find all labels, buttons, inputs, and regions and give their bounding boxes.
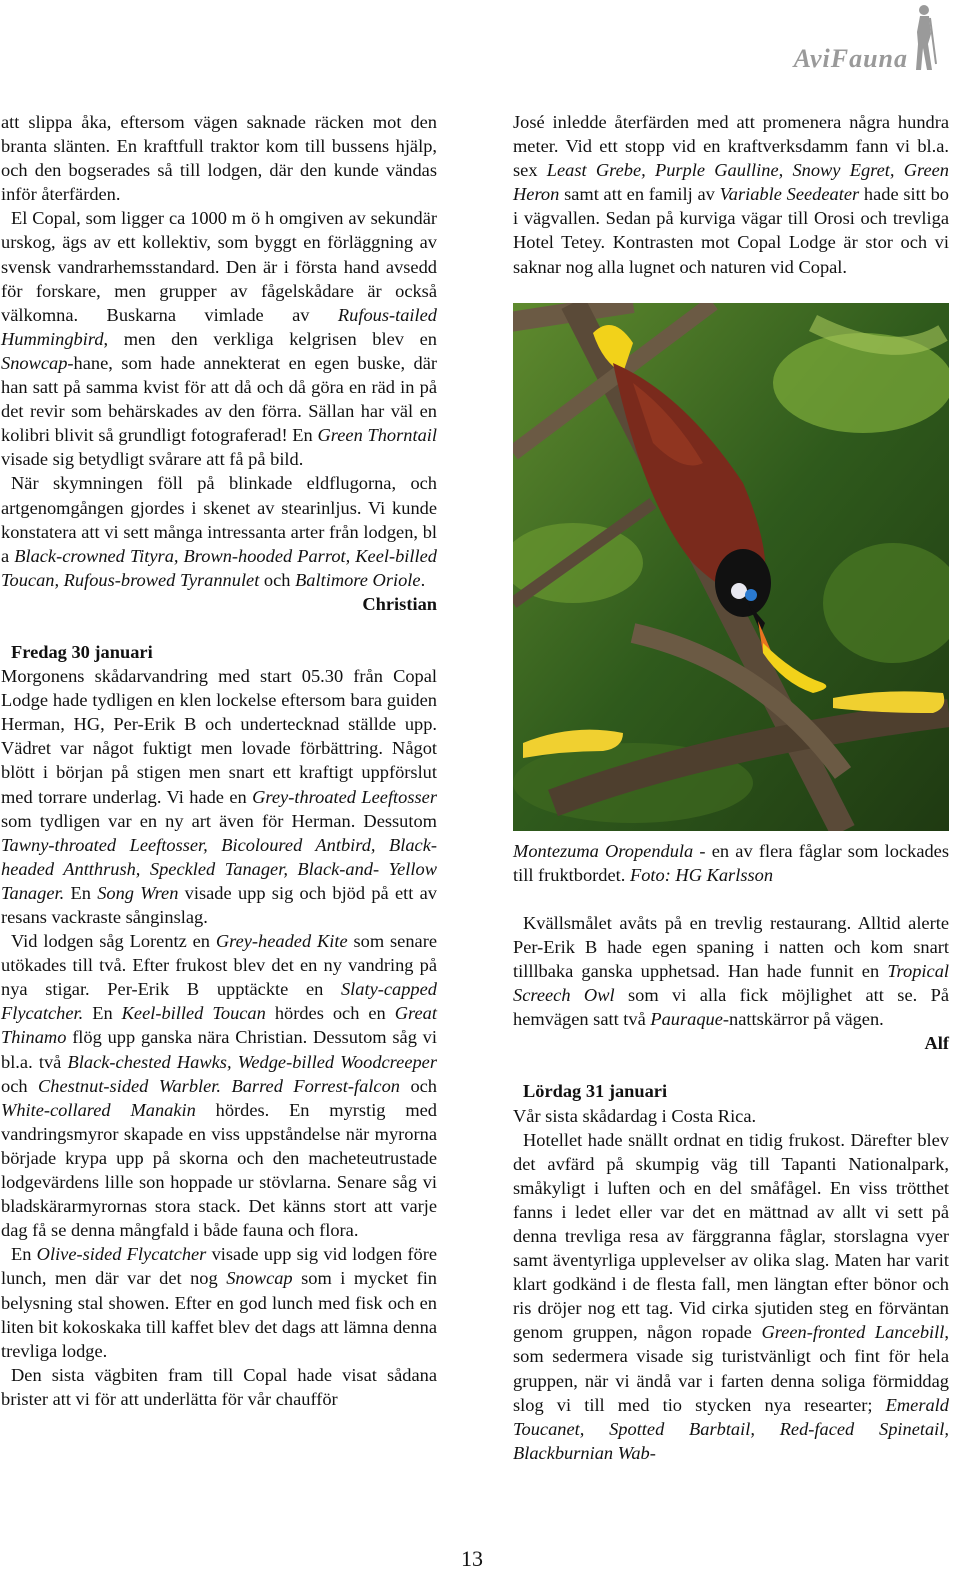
author-signature: Alf — [924, 1033, 949, 1054]
bird-photo — [513, 303, 949, 831]
paragraph: Vid lodgen såg Lorentz en Grey-headed Kite som senare utökades till två. Efter frukost blev det en ny vandring på nya stigar. Per-Erik B upptäckte en Slaty-capped Flycatcher. En Keel-billed Toucan hördes och en Great Thinamo flög upp ganska nära Christian. Dessutom såg vi bl.a. två Black-chested Hawks, Wedge-billed Woodcreeper och Chestnut-sided Warbler. Barred Forrest-falcon och White-collared Manakin hördes. En myrstig med vandringsmyror skapade en viss uppståndelse när myrorna började krypa upp på skorna och den macheteutrustade lodgevärdens lille son hoppade ur stövlarna. Senare såg vi bladskärarmyrornas stora stack. Det känns stort att varje dag få se denna mångfald i både fauna och flora. — [1, 931, 437, 1241]
paragraph: Den sista vägbiten fram till Copal hade visat sådana brister att vi för att underlätta för vår chaufför — [1, 1364, 437, 1409]
paragraph: När skymningen föll på blinkade eldflugorna, och artgenomgången gjordes i skenet av stearinljus. Vi kunde konstatera att vi sett många intressanta arter från lodgen, bl a Black-crowned Tityra, Brown-hooded Parrot, Keel-billed Toucan, Rufous-browed Tyrannulet och Baltimore Oriole. — [1, 473, 437, 590]
paragraph: José inledde återfärden med att promenera några hundra meter. Vid ett stopp vid en kraftverksdamm fann vi bl.a. sex Least Grebe, Purple Gaulline, Snowy Egret, Green Heron samt att en familj av Variable Seedeater hade sitt bo i vägvallen. Sedan på kurviga vägar till Orosi och trevliga Hotel Tetey. Kontrasten mot Copal Lodge är stor och vi saknar nog alla lugnet och naturen vid Copal. — [513, 112, 950, 277]
paragraph: El Copal, som ligger ca 1000 m ö h omgiven av sekundär urskog, ägs av ett kollektiv, som byggt en förläggning av svensk vandrarhemsstandard. Den är i första hand avsedd för forskare, men grupper av fågelskådare är också välkomna. Buskarna vimlade av Rufous-tailed Hummingbird, men den verkliga kelgrisen blev en Snowcap-hane, som hade annekterat en egen buske, där han satt på samma kvist för att då och då göra en räd in på det revir som behärskades av den förra. Sällan har väl en kolibri blivit så grundligt fotograferad! En Green Thorntail visade sig betydligt svårare att få på bild. — [1, 208, 437, 470]
spacer — [1, 616, 437, 640]
section-subtitle: Vår sista skådardag i Costa Rica. — [513, 1105, 757, 1126]
author-signature: Christian — [362, 593, 437, 614]
paragraph: En Olive-sided Flycatcher visade upp sig vid lodgen före lunch, men där var det nog Snowcap som i mycket fin belysning stal showen. Efter en god lunch med fisk och en liten bit kokoskaka till kaffet blev det dags att lämna denna trevliga lodge. — [1, 1244, 437, 1361]
spacer — [513, 887, 949, 911]
photo-caption: Montezuma Oropendula - en av flera fåglar som lockades till fruktbordet. Foto: HG Karlsson — [513, 840, 949, 885]
left-column — [1, 110, 437, 1411]
paragraph: Kvällsmålet avåts på en trevlig restaurang. Alltid alerte Per-Erik B hade egen spaning i natten och kom snart tilllbaka ganska upphetsad. Han hade funnit en Tropical Screech Owl som vi alla fick möjlighet att se. På hemvägen satt två Pauraque-nattskärror på vägen. — [513, 912, 949, 1030]
spacer — [513, 1055, 949, 1079]
paragraph: Morgonens skådarvandring med start 05.30 från Copal Lodge hade tydligen en klen lockelse eftersom bara guiden Herman, HG, Per-Erik B och undertecknad ställde upp. Vädret var något fuktigt men lovade förbättring. Något blött i början på stigen men snart ett kraftigt uppförslut med torrare underlag. Vi hade en Grey-throated Leeftosser som tydligen var en ny art även för Herman. Dessutom Tawny-throated Leeftosser, Bicoloured Antbird, Black-headed Antthrush, Speckled Tanager, Black-and- Yellow Tanager. En Song Wren visade upp sig och bjöd på ett av resans vackraste sånginslag. — [1, 666, 438, 927]
section-heading: Fredag 30 januari — [11, 641, 153, 662]
paragraph: att slippa åka, eftersom vägen saknade räcken mot den branta slänten. En kraftfull traktor kom till bussens hjälp, och den bogserades så till lodgen, där den kunde vändas inför återfärden. — [1, 112, 437, 205]
paragraph: Hotellet hade snällt ordnat en tidig frukost. Därefter blev det avfärd på skumpig väg till Tapanti Nationalpark, småkyligt i luften och en del småfågel. En viss trötthet fanns i ledet eller var det en mättnad av allt vi sett på denna trevliga resa av färggranna fåglar, storslagna vyer samt äventyrliga upplevelser av olika slag. Maten har varit klart godkänd i de flesta fall, men längtan efter bönor och ris dröjer nog ett tag. Vid cirka sjutiden steg en förväntan genom gruppen, någon ropade Green-fronted Lancebill, som sedermera visade sig turistvänligt och fint för hela gruppen, när vi ändå var i farten denna soliga förmiddag slog vi till med tio stycken nya researter; Emerald Toucanet, Spotted Barbtail, Red-faced Spinetail, Blackburnian Wab- — [513, 1129, 949, 1463]
hiker-figure-icon — [908, 4, 938, 72]
oropendola-illustration — [513, 303, 949, 831]
avifauna-logo — [756, 4, 946, 74]
logo-text — [794, 44, 908, 74]
page-number: 13 — [461, 1546, 483, 1571]
right-column — [513, 110, 949, 1465]
logo-wordmark: AviFauna — [793, 44, 908, 73]
section-heading: Lördag 31 januari — [523, 1081, 668, 1102]
